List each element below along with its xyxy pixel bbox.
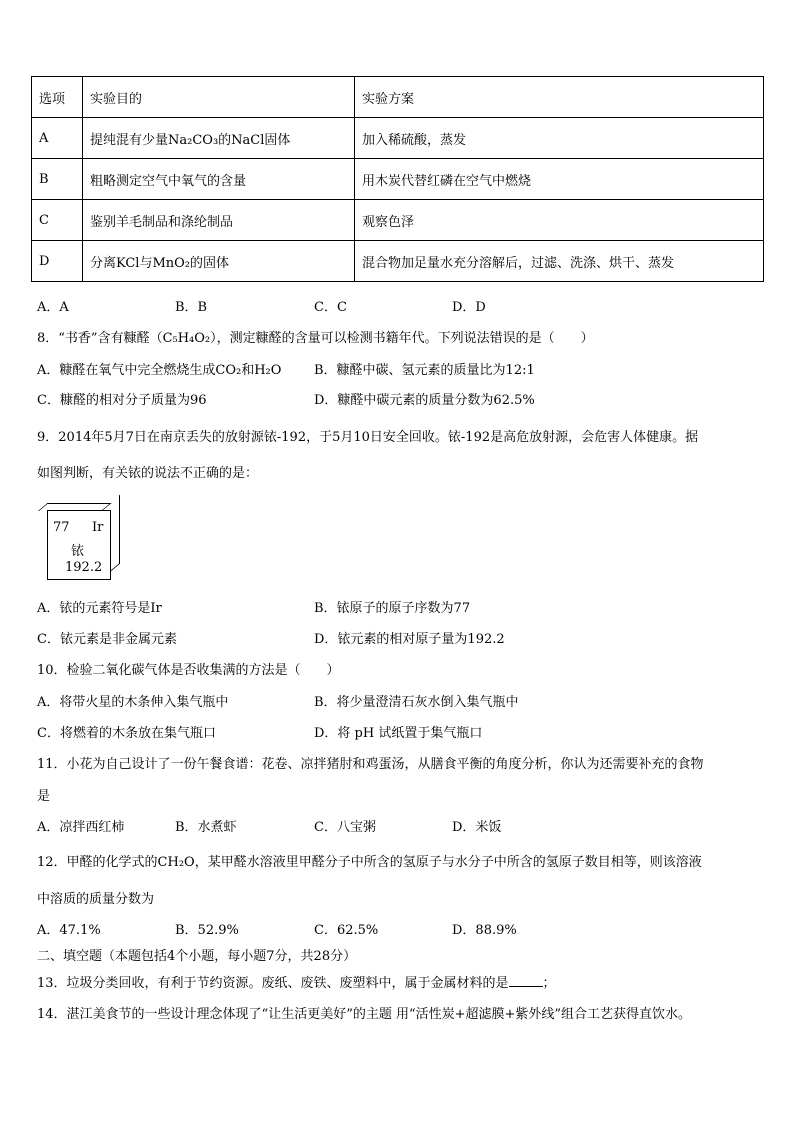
q11-stem-line1: 11．小花为自己设计了一份午餐食谱：花卷、凉拌猪肘和鸡蛋汤，从膳食平衡的角度分析，你认为还需要补充的食物 <box>37 757 704 772</box>
table-cell: 提纯混有少量Na₂CO₃的NaCl固体 <box>83 118 355 159</box>
table-header: 选项 <box>32 77 83 118</box>
element-symbol: Ir <box>92 520 104 535</box>
element-number: 77 <box>53 520 70 535</box>
q9-option-a: A．铱的元素符号是Ir <box>37 601 162 616</box>
q13-line <box>37 972 556 991</box>
q12-option-a: A．47.1% <box>37 923 101 938</box>
table-cell: A <box>32 118 83 159</box>
table-header-row <box>32 77 764 118</box>
table-cell: 混合物加足量水充分溶解后，过滤、洗涤、烘干、蒸发 <box>355 241 764 282</box>
q8-stem: 8．“书香”含有糠醛（C₅H₄O₂），测定糠醛的含量可以检测书籍年代。下列说法错误的是（ ） <box>37 331 594 346</box>
table-cell: 用木炭代替红磷在空气中燃烧 <box>355 159 764 200</box>
q13-end: ； <box>542 976 556 991</box>
table-cell: D <box>32 241 83 282</box>
q10-option-b: B．将少量澄清石灰水倒入集气瓶中 <box>314 695 519 710</box>
q11-option-d: D．米饭 <box>452 820 502 835</box>
q7-option-c: C．C <box>314 300 347 315</box>
q10-option-d: D．将 pH 试纸置于集气瓶口 <box>314 726 483 741</box>
table-header: 实验目的 <box>83 77 355 118</box>
table-cell: 分离KCl与MnO₂的固体 <box>83 241 355 282</box>
q11-option-b: B．水煮虾 <box>175 820 237 835</box>
answer-blank[interactable] <box>509 974 543 987</box>
experiment-table <box>31 76 764 282</box>
table-row <box>32 118 764 159</box>
q7-option-b: B．B <box>175 300 208 315</box>
q13-stem: 13．垃圾分类回收，有利于节约资源。废纸、废铁、废塑料中，属于金属材料的是 <box>37 976 509 991</box>
q12-stem-line1: 12．甲醛的化学式的CH₂O，某甲醛水溶液里甲醛分子中所含的氢原子与水分子中所含的氢原子数目相等，则该溶液 <box>37 855 702 870</box>
q7-option-a: A．A <box>37 300 69 315</box>
q9-option-b: B．铱原子的原子序数为77 <box>314 601 471 616</box>
table-cell: B <box>32 159 83 200</box>
q9-stem-line1: 9．2014年5月7日在南京丢失的放射源铱-192，于5月10日安全回收。铱-192是高危放射源，会危害人体健康。据 <box>37 430 699 445</box>
q11-option-a: A．凉拌西红柿 <box>37 820 125 835</box>
q9-option-d: D．铱元素的相对原子量为192.2 <box>314 632 505 647</box>
q8-option-b: B．糠醛中碳、氢元素的质量比为12:1 <box>314 363 535 378</box>
q8-option-c: C．糠醛的相对分子质量为96 <box>37 393 207 408</box>
q9-stem-line2: 如图判断，有关铱的说法不正确的是： <box>37 466 259 481</box>
q11-stem-line2: 是 <box>37 789 51 804</box>
section-heading: 二、填空题（本题包括4个小题，每小题7分，共28分） <box>37 949 357 964</box>
q12-option-d: D．88.9% <box>452 923 517 938</box>
q12-stem-line2: 中溶质的质量分数为 <box>37 892 155 907</box>
q10-option-c: C．将燃着的木条放在集气瓶口 <box>37 726 216 741</box>
element-mass: 192.2 <box>65 560 103 575</box>
q8-option-a: A．糠醛在氧气中完全燃烧生成CO₂和H₂O <box>37 363 282 378</box>
table-cell: 粗略测定空气中氧气的含量 <box>83 159 355 200</box>
q9-option-c: C．铱元素是非金属元素 <box>37 632 177 647</box>
table-row <box>32 241 764 282</box>
table-cell: C <box>32 200 83 241</box>
element-name: 铱 <box>71 544 85 559</box>
q7-option-d: D．D <box>452 300 486 315</box>
table-row <box>32 159 764 200</box>
q8-option-d: D．糠醛中碳元素的质量分数为62.5% <box>314 393 535 408</box>
q10-option-a: A．将带火星的木条伸入集气瓶中 <box>37 695 229 710</box>
table-cell: 鉴别羊毛制品和涤纶制品 <box>83 200 355 241</box>
table-row <box>32 200 764 241</box>
table-cell: 观察色泽 <box>355 200 764 241</box>
q14-stem: 14．湛江美食节的一些设计理念体现了“让生活更美好”的主题 用“活性炭+超滤膜+紫外线”组合工艺获得直饮水。 <box>37 1007 692 1022</box>
q12-option-b: B．52.9% <box>175 923 239 938</box>
element-cube-side <box>110 495 120 572</box>
table-cell: 加入稀硫酸，蒸发 <box>355 118 764 159</box>
table-header: 实验方案 <box>355 77 764 118</box>
q10-stem: 10．检验二氧化碳气体是否收集满的方法是（ ） <box>37 663 340 678</box>
q12-option-c: C．62.5% <box>314 923 379 938</box>
q11-option-c: C．八宝粥 <box>314 820 376 835</box>
